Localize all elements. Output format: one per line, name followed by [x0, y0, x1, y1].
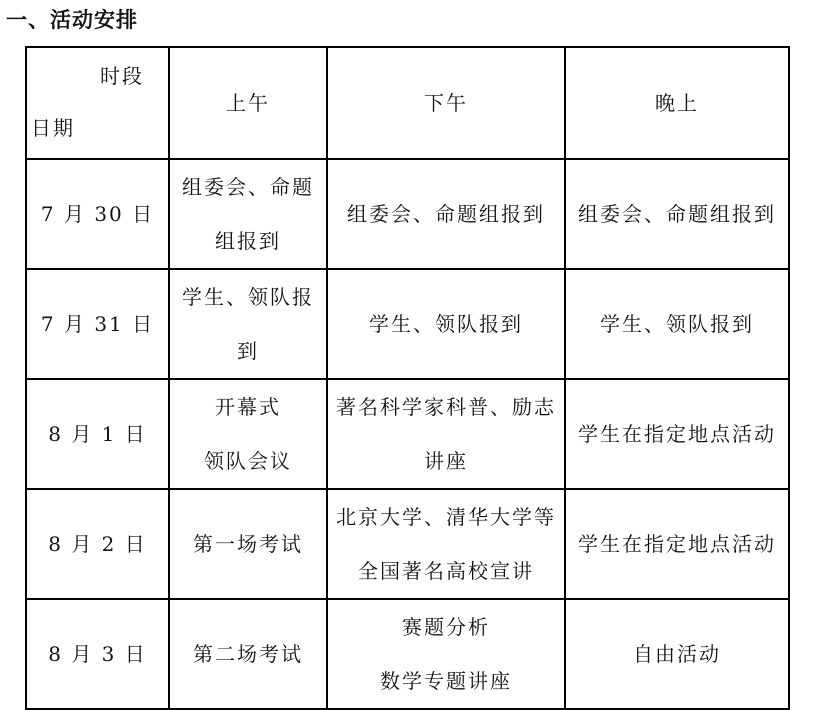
afternoon-cell	[327, 379, 565, 489]
cell-line: 讲座	[424, 449, 468, 473]
corner-label-date: 日期	[31, 116, 75, 140]
cell-line: 学生在指定地点活动	[578, 422, 776, 446]
evening-cell	[565, 159, 789, 269]
date-cell: 7 月 31 日	[26, 269, 169, 379]
morning-cell	[169, 599, 327, 709]
cell-line: 组委会、命题组报到	[347, 202, 545, 226]
table-row	[26, 269, 789, 379]
cell-line: 全国著名高校宣讲	[358, 559, 534, 583]
cell-line: 学生、领队报到	[600, 312, 754, 336]
section-heading: 一、活动安排	[6, 8, 138, 32]
date-cell: 8 月 2 日	[26, 489, 169, 599]
cell-line: 学生、领队报到	[369, 312, 523, 336]
evening-cell	[565, 489, 789, 599]
cell-line: 数学专题讲座	[380, 669, 512, 693]
table-header-row	[26, 47, 789, 159]
cell-line: 自由活动	[633, 642, 721, 666]
corner-label-period: 时段	[100, 64, 144, 88]
afternoon-cell	[327, 599, 565, 709]
date-cell: 8 月 3 日	[26, 599, 169, 709]
evening-cell	[565, 599, 789, 709]
cell-line: 组报到	[215, 229, 281, 253]
column-header-afternoon: 下午	[327, 47, 565, 159]
morning-cell	[169, 379, 327, 489]
date-cell: 8 月 1 日	[26, 379, 169, 489]
cell-line: 北京大学、清华大学等	[336, 505, 556, 529]
afternoon-cell	[327, 269, 565, 379]
cell-line: 学生、领队报	[182, 285, 314, 309]
evening-cell	[565, 379, 789, 489]
morning-cell	[169, 489, 327, 599]
cell-line: 领队会议	[204, 449, 292, 473]
corner-cell	[26, 47, 169, 159]
table-row	[26, 489, 789, 599]
cell-line: 开幕式	[215, 395, 281, 419]
cell-line: 组委会、命题	[182, 175, 314, 199]
morning-cell	[169, 269, 327, 379]
cell-line: 组委会、命题组报到	[578, 202, 776, 226]
cell-line: 学生在指定地点活动	[578, 532, 776, 556]
cell-line: 到	[237, 339, 259, 363]
afternoon-cell	[327, 159, 565, 269]
cell-line: 第二场考试	[193, 642, 303, 666]
column-header-evening: 晚上	[565, 47, 789, 159]
morning-cell	[169, 159, 327, 269]
evening-cell	[565, 269, 789, 379]
schedule-table	[25, 46, 790, 710]
table-row	[26, 159, 789, 269]
date-cell: 7 月 30 日	[26, 159, 169, 269]
cell-line: 著名科学家科普、励志	[336, 395, 556, 419]
column-header-morning: 上午	[169, 47, 327, 159]
cell-line: 第一场考试	[193, 532, 303, 556]
table-row	[26, 599, 789, 709]
table-row	[26, 379, 789, 489]
cell-line: 赛题分析	[402, 615, 490, 639]
afternoon-cell	[327, 489, 565, 599]
